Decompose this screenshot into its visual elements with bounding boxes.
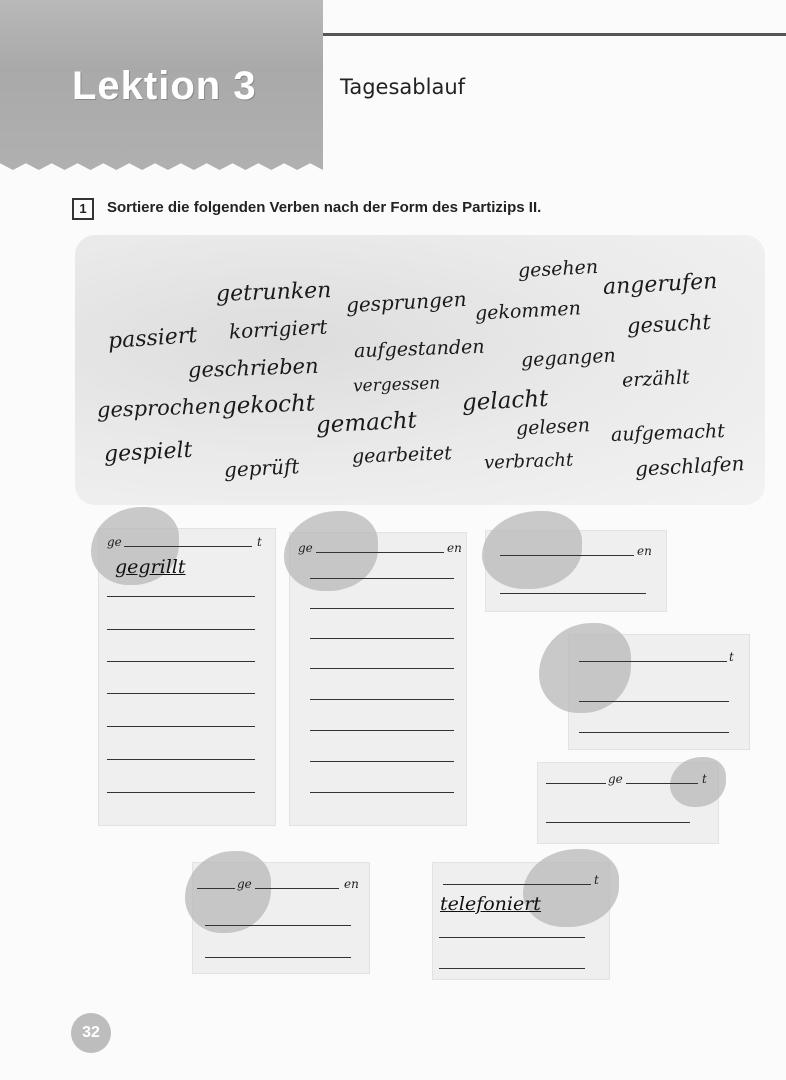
answer-line[interactable] xyxy=(310,792,454,793)
verb-word: gekommen xyxy=(474,297,582,325)
verb-word: gesehen xyxy=(517,255,599,283)
blank-line xyxy=(443,884,591,885)
answer-line[interactable] xyxy=(310,578,454,579)
sort-box-x-ge-en xyxy=(192,862,370,974)
answer-line[interactable] xyxy=(310,638,454,639)
answer-line[interactable] xyxy=(107,661,255,662)
blank-line xyxy=(255,888,339,889)
box-suffix: t xyxy=(702,772,707,786)
verb-word: korrigiert xyxy=(228,314,328,344)
verb-word: gemacht xyxy=(315,407,418,439)
example-word: telefoniert xyxy=(440,893,541,915)
blank-line xyxy=(626,783,698,784)
answer-line[interactable] xyxy=(500,593,646,594)
answer-line[interactable] xyxy=(439,937,585,938)
sort-box-t xyxy=(568,634,750,750)
box-prefix: ge xyxy=(107,535,122,549)
sort-box-ge-t xyxy=(98,528,276,826)
verb-word: gespielt xyxy=(103,437,194,468)
box-suffix: t xyxy=(257,535,262,549)
task-number: 1 xyxy=(72,198,94,220)
lesson-topic: Tagesablauf xyxy=(340,75,466,99)
blank-line xyxy=(316,552,444,553)
blank-line xyxy=(500,555,634,556)
sort-box-x-ge-t xyxy=(537,762,719,844)
answer-line[interactable] xyxy=(579,732,729,733)
answer-line[interactable] xyxy=(107,792,255,793)
answer-line[interactable] xyxy=(107,693,255,694)
leaf-decoration xyxy=(185,851,271,933)
verb-word: gelacht xyxy=(461,385,549,417)
verb-word: verbracht xyxy=(483,449,574,474)
answer-line[interactable] xyxy=(310,730,454,731)
verb-word: gelesen xyxy=(515,414,591,440)
answer-line[interactable] xyxy=(439,968,585,969)
box-prefix: ge xyxy=(298,541,313,555)
verb-word: gesprochen xyxy=(96,393,222,423)
verb-word: aufgemacht xyxy=(610,420,726,446)
header-rule xyxy=(323,33,786,36)
blank-line xyxy=(124,546,252,547)
task-instruction: Sortiere die folgenden Verben nach der Form des Partizips II. xyxy=(107,199,542,216)
sort-box-en xyxy=(485,530,667,612)
leaf-decoration xyxy=(670,757,726,807)
box-suffix: en xyxy=(344,877,359,891)
verb-word: geschrieben xyxy=(187,353,319,383)
answer-line[interactable] xyxy=(579,701,729,702)
box-suffix: en xyxy=(637,544,652,558)
answer-line[interactable] xyxy=(310,761,454,762)
box-suffix: en xyxy=(447,541,462,555)
verb-word: vergessen xyxy=(352,373,441,397)
answer-line[interactable] xyxy=(107,726,255,727)
verb-word: angerufen xyxy=(602,269,718,300)
answer-line[interactable] xyxy=(310,668,454,669)
verb-word: gesucht xyxy=(626,309,712,339)
leaf-decoration xyxy=(482,511,582,589)
blank-line xyxy=(197,888,235,889)
box-suffix: t xyxy=(594,873,599,887)
verb-word: passiert xyxy=(107,322,198,355)
verb-word: geschlafen xyxy=(634,451,745,481)
answer-line[interactable] xyxy=(310,699,454,700)
page-number: 32 xyxy=(71,1013,111,1053)
answer-line[interactable] xyxy=(205,925,351,926)
box-infix: ge xyxy=(237,877,252,891)
lesson-title: Lektion 3 xyxy=(72,64,257,108)
answer-line[interactable] xyxy=(546,822,690,823)
box-suffix: t xyxy=(729,650,734,664)
example-word: gegrillt xyxy=(115,556,186,578)
answer-line[interactable] xyxy=(107,759,255,760)
answer-line[interactable] xyxy=(310,608,454,609)
verb-word: geprüft xyxy=(223,454,300,482)
answer-line[interactable] xyxy=(205,957,351,958)
sort-box-ge-en xyxy=(289,532,467,826)
blank-line xyxy=(579,661,727,662)
leaf-decoration xyxy=(523,849,619,927)
blank-line xyxy=(546,783,606,784)
verb-word: aufgestanden xyxy=(353,335,485,363)
box-infix: ge xyxy=(608,772,623,786)
verb-word: gesprungen xyxy=(345,286,468,318)
sort-box-t-example xyxy=(432,862,610,980)
verb-word: erzählt xyxy=(621,366,691,392)
answer-line[interactable] xyxy=(107,596,255,597)
verb-word: gekocht xyxy=(221,390,316,420)
verb-word: gearbeitet xyxy=(351,442,453,468)
leaf-decoration xyxy=(539,623,631,713)
verb-word: gegangen xyxy=(520,344,617,372)
verb-word: getrunken xyxy=(215,277,332,308)
answer-line[interactable] xyxy=(107,629,255,630)
